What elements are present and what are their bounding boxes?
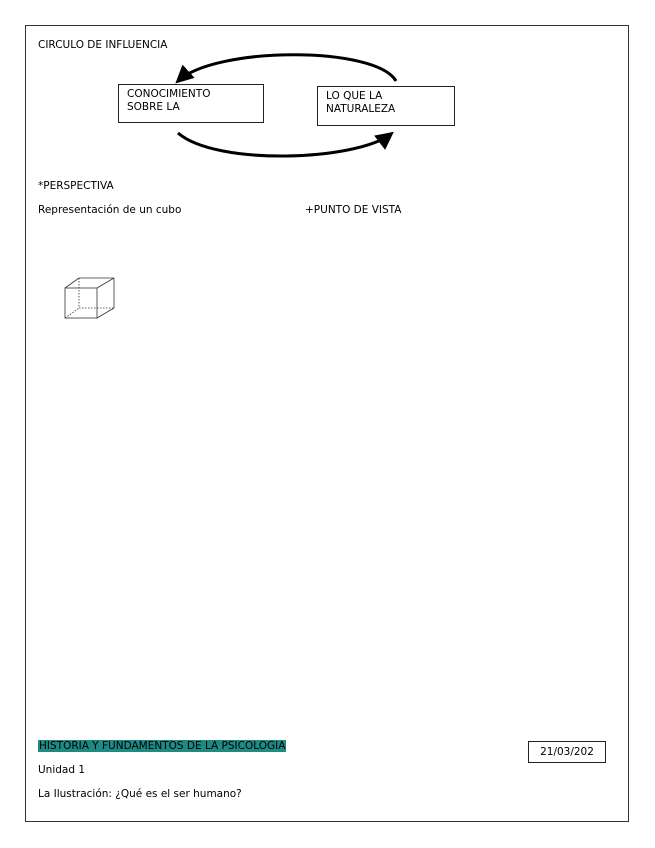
cube-drawing: [65, 278, 114, 318]
perspective-label: *PERSPECTIVA: [38, 180, 114, 192]
nature-box-line-1: LO QUE LA: [326, 90, 383, 102]
bottom-curved-arrow: [178, 133, 391, 156]
cube-caption: Representación de un cubo: [38, 204, 182, 216]
document-page: [25, 25, 629, 822]
unit-label: Unidad 1: [38, 764, 86, 776]
date-box: 21/03/202: [528, 741, 606, 763]
topic-label: La Ilustración: ¿Qué es el ser humano?: [38, 788, 242, 800]
knowledge-box: [118, 84, 264, 123]
knowledge-box-line-1: CONOCIMIENTO: [127, 88, 211, 100]
course-title: [38, 740, 286, 753]
influence-cycle-arrows: [26, 26, 630, 823]
page-heading: CIRCULO DE INFLUENCIA: [38, 39, 168, 51]
nature-box: [317, 86, 455, 126]
course-title-highlight: HISTORIA Y FUNDAMENTOS DE LA PSICOLOGIA: [39, 740, 286, 752]
top-curved-arrow: [178, 55, 396, 81]
point-of-view-label: +PUNTO DE VISTA: [305, 204, 402, 216]
nature-box-line-2: NATURALEZA: [326, 103, 396, 115]
knowledge-box-line-2: SOBRE LA: [127, 101, 180, 113]
